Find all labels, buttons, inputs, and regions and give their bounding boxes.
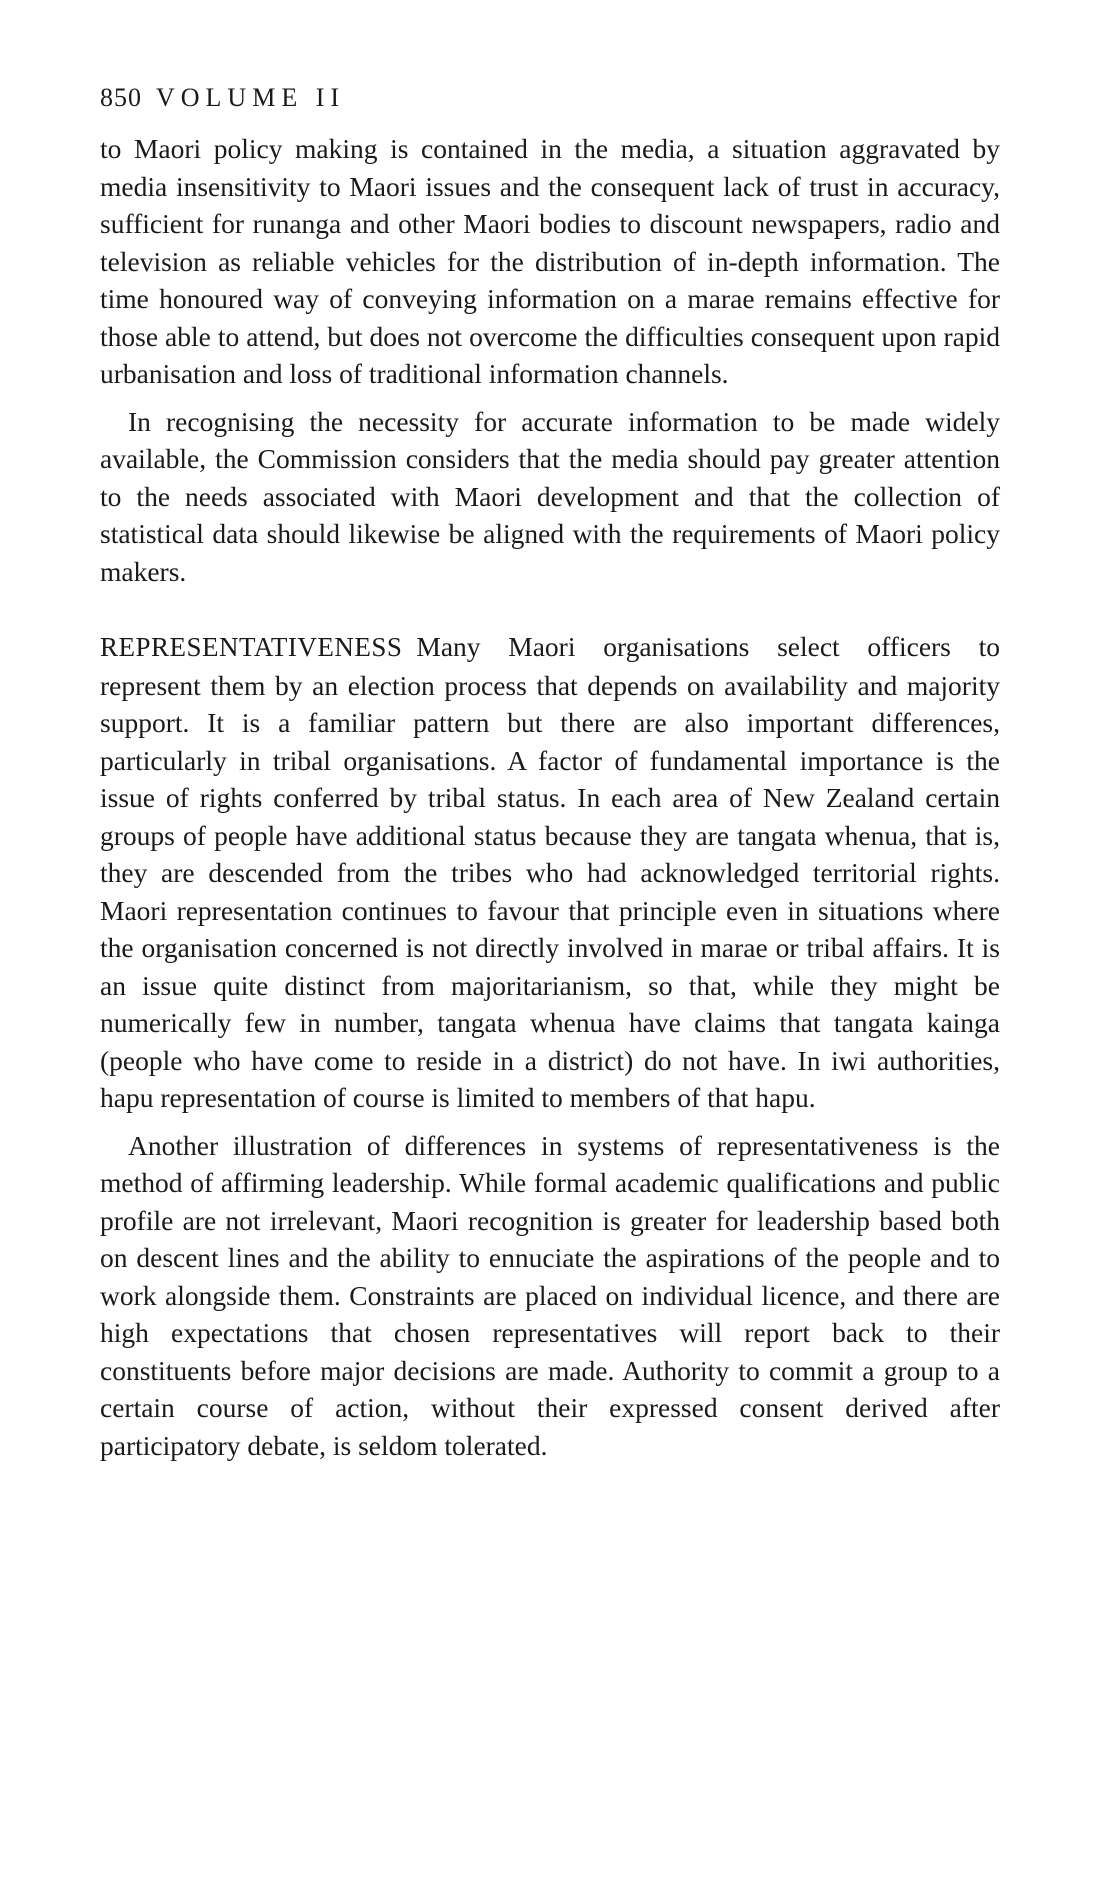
book-page — [100, 80, 1000, 1464]
section-heading-representativeness: REPRESENTATIVENESS — [100, 632, 403, 662]
section-spacer — [100, 590, 1000, 628]
paragraph-accurate-information: In recognising the necessity for accurate information to be made widely available, the Commission considers that the media should pay greater attention to the needs associated with Maori development and that the collection of statistical data should likewise be aligned with the requirements of Maori policy makers. — [100, 405, 1000, 587]
paragraph-representativeness-text: Many Maori organisations select officers to represent them by an election process that depends on availability and majority support. It is a familiar pattern but there are also important differences, particularly in tribal organisations. A factor of fundamental importance is the issue of rights conferred by tribal status. In each area of New Zealand certain groups of people have additional status because they are tangata whenua, that is, they are descended from the tribes who had acknowledged territorial rights. Maori representation continues to favour that principle even in situations where the organisation concerned is not directly involved in marae or tribal affairs. It is an issue quite distinct from majoritarianism, so that, while they might be numerically few in number, tangata whenua have claims that tangata kainga (people who have come to reside in a district) do not have. In iwi authorities, hapu representation of course is limited to members of that hapu. — [100, 631, 1000, 1113]
paragraph-media-continuation: to Maori policy making is contained in the media, a situation aggravated by media insensitivity to Maori issues and the consequent lack of trust in accuracy, sufficient for runanga and other Maori bodies to discount newspapers, radio and television as reliable vehicles for the distribution of in-depth information. The time honoured way of conveying information on a marae remains effective for those able to attend, but does not overcome the difficulties consequent upon rapid urbanisation and loss of traditional information channels. — [100, 133, 1000, 389]
paragraph-leadership: Another illustration of differences in systems of representativeness is the method of affirming leadership. While formal academic qualifications and public profile are not irrelevant, Maori recognition is greater for leadership based both on descent lines and the ability to ennuciate the aspirations of the people and to work alongside them. Constraints are placed on individual licence, and there are high expectations that chosen representatives will report back to their constituents before major decisions are made. Authority to commit a group to a certain course of action, without their expressed consent derived after participatory debate, is seldom tolerated. — [100, 1129, 1000, 1461]
paragraph-spacer — [100, 1117, 1000, 1127]
page-number: 850 — [100, 83, 142, 112]
paragraph-spacer — [100, 393, 1000, 403]
paragraph-representativeness — [100, 628, 1000, 1117]
volume-label: VOLUME II — [156, 83, 346, 112]
running-head — [100, 80, 1000, 116]
